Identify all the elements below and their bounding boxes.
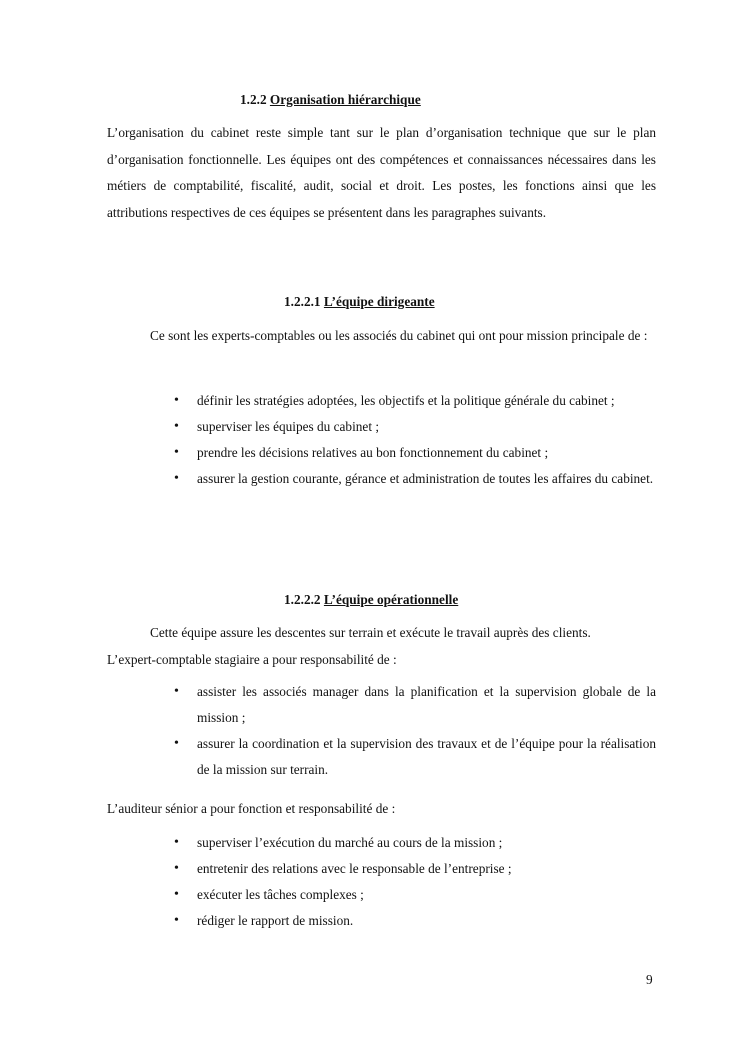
intro-line: Cette équipe assure les descentes sur terrain et exécute le travail auprès des clients. [150,625,591,640]
list-item: • exécuter les tâches complexes ; [107,882,656,908]
section-heading-1-2-2-1 [284,294,435,310]
list-item: • assister les associés manager dans la planification et la supervision globale de la mission ; [107,679,656,731]
list-item: • superviser les équipes du cabinet ; [107,414,656,440]
dirigeante-mission-list [107,388,656,492]
list-item: • rédiger le rapport de mission. [107,908,656,934]
section-body-paragraph: L’organisation du cabinet reste simple tant sur le plan d’organisation technique que sur le plan d’organisation fonctionnelle. Les équipes ont des compétences et connaissances nécessaires dans les métiers de comptabilité, fiscalité, audit, social et droit. Les postes, les fonctions ainsi que les attributions respectives de ces équipes se présentent dans les paragraphes suivants. [107,125,656,220]
section-title: L’équipe opérationnelle [323,592,459,607]
section-intro-paragraph [107,620,656,673]
list-item: • assurer la coordination et la supervision des travaux et de l’équipe pour la réalisation de la mission sur terrain. [107,731,656,783]
page-number: 9 [646,972,653,987]
section-title: L’équipe dirigeante [323,294,435,309]
list-item: • assurer la gestion courante, gérance et administration de toutes les affaires du cabinet. [107,466,656,492]
stagiaire-responsibility-list [107,679,656,783]
senior-intro-paragraph: L’auditeur sénior a pour fonction et responsabilité de : [107,801,396,816]
list-item: • superviser l’exécution du marché au cours de la mission ; [107,830,656,856]
section-intro-paragraph: Ce sont les experts-comptables ou les associés du cabinet qui ont pour mission principale de : [150,328,648,343]
senior-responsibility-list [107,830,656,934]
section-heading-1-2-2-2 [284,592,458,608]
list-item: • entretenir des relations avec le responsable de l’entreprise ; [107,856,656,882]
list-item: • prendre les décisions relatives au bon fonctionnement du cabinet ; [107,440,656,466]
section-number: 1.2.2.1 [284,294,321,309]
list-item: • définir les stratégies adoptées, les objectifs et la politique générale du cabinet ; [107,388,656,414]
intro-line: L’expert-comptable stagiaire a pour responsabilité de : [107,651,397,667]
section-number: 1.2.2 [240,92,267,107]
section-number: 1.2.2.2 [284,592,321,607]
section-heading-1-2-2 [240,92,421,108]
section-title: Organisation hiérarchique [269,92,421,107]
